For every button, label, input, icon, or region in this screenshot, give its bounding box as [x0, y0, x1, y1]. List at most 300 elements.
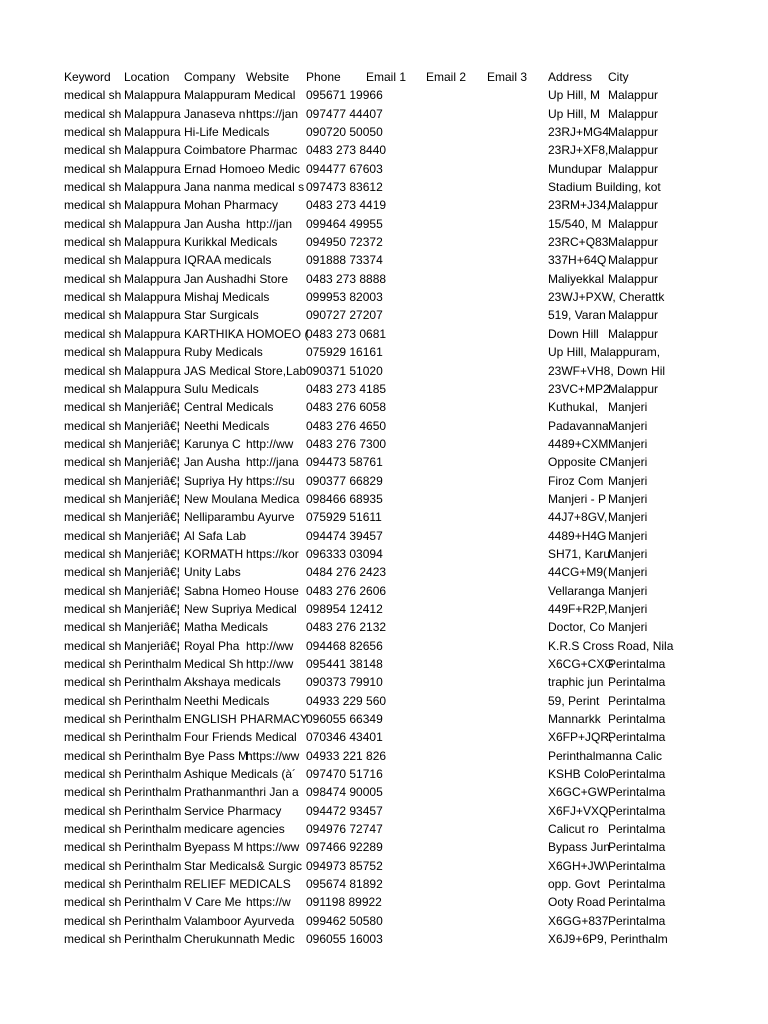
- cell-keyword: medical sh: [64, 601, 122, 616]
- cell-company: Jan Ausha: [184, 455, 241, 470]
- cell-city: Malappur: [608, 143, 659, 158]
- table-row: [64, 563, 668, 581]
- cell-keyword: medical sh: [64, 712, 122, 727]
- cell-company: Medical Sh: [184, 657, 244, 671]
- cell-website: [246, 875, 306, 893]
- cell-address: X6GG+837: [548, 913, 609, 928]
- cell-city: Manjeri: [608, 436, 648, 451]
- cell-keyword: medical sh: [64, 198, 122, 213]
- cell-city: Malappur: [608, 216, 659, 231]
- table-row: [64, 105, 668, 123]
- cell-location: Manjeriâ€¦: [124, 473, 180, 488]
- cell-phone: 094473 58761: [306, 455, 383, 470]
- cell-city: Perintalma: [608, 858, 666, 873]
- cell-company: New Moulana Medica: [184, 491, 300, 506]
- table-row: [64, 288, 668, 306]
- cell-location: Perinthalm: [124, 785, 182, 800]
- cell-website: [246, 123, 306, 141]
- cell-location: Malappura: [124, 345, 181, 360]
- cell-keyword: medical sh: [64, 913, 122, 928]
- cell-company: Star Surgicals: [184, 308, 259, 323]
- header-location: Location: [124, 70, 170, 84]
- cell-address: X6J9+6P9, Perinthalm: [548, 932, 668, 947]
- cell-company: Ruby Medicals: [184, 345, 263, 360]
- cell-keyword: medical sh: [64, 840, 122, 855]
- table-row: [64, 545, 668, 563]
- cell-address: Manjeri - P: [548, 491, 607, 506]
- spreadsheet: [64, 68, 674, 949]
- table-body: [64, 86, 674, 948]
- cell-location: Malappura: [124, 198, 181, 213]
- cell-address: Up Hill, M: [548, 88, 601, 103]
- table-row: [64, 380, 668, 398]
- cell-company: Malappuram Medical: [184, 88, 296, 103]
- cell-phone: 094474 39457: [306, 528, 383, 543]
- cell-phone: 094950 72372: [306, 235, 383, 250]
- cell-city: Malappur: [608, 326, 659, 341]
- cell-keyword: medical sh: [64, 858, 122, 873]
- header-company: Company: [184, 70, 236, 84]
- cell-city: Perintalma: [608, 712, 666, 727]
- cell-website: https://kor: [246, 546, 299, 561]
- cell-company: Prathanmanthri Jan a: [184, 785, 299, 800]
- cell-phone: 096055 66349: [306, 712, 383, 727]
- header-email-3: Email 3: [487, 70, 528, 84]
- cell-address: 23VC+MP2: [548, 381, 610, 396]
- cell-location: Malappura: [124, 180, 181, 195]
- table-row: [64, 728, 668, 746]
- cell-website: https://ww: [246, 748, 300, 763]
- cell-phone: 095441 38148: [306, 657, 383, 671]
- cell-keyword: medical sh: [64, 748, 122, 763]
- cell-address: Calicut ro: [548, 822, 599, 837]
- cell-website: [246, 783, 306, 801]
- table-row: [64, 490, 668, 508]
- cell-website: [246, 160, 306, 178]
- cell-phone: 0483 273 4185: [306, 381, 387, 396]
- cell-location: Malappura: [124, 253, 181, 268]
- cell-company: KARTHIKA HOMOEO (: [184, 326, 309, 341]
- cell-address: 4489+CXM: [548, 436, 609, 451]
- cell-city: Manjeri: [608, 546, 648, 561]
- cell-phone: 0483 276 2132: [306, 620, 387, 635]
- cell-keyword: medical sh: [64, 675, 122, 690]
- cell-location: Perinthalm: [124, 840, 182, 855]
- cell-company: ENGLISH PHARMACY: [184, 712, 309, 727]
- cell-location: Perinthalm: [124, 895, 182, 910]
- cell-keyword: medical sh: [64, 418, 122, 433]
- cell-company: Coimbatore Pharmac: [184, 143, 298, 158]
- cell-location: Perinthalm: [124, 858, 182, 873]
- cell-company: Ernad Homoeo Medic: [184, 161, 301, 176]
- header-email-1: Email 1: [366, 70, 407, 84]
- cell-city: Perintalma: [608, 730, 666, 745]
- table-row: [64, 893, 668, 911]
- cell-website: [246, 765, 306, 783]
- table-row: [64, 875, 668, 893]
- cell-website: https://jan: [246, 106, 299, 121]
- cell-location: Manjeriâ€¦: [124, 601, 180, 616]
- cell-city: Malappur: [608, 106, 659, 121]
- cell-city: Perintalma: [608, 822, 666, 837]
- cell-website: http://jana: [246, 455, 299, 470]
- cell-location: Perinthalm: [124, 657, 182, 671]
- table-row: [64, 453, 668, 471]
- cell-keyword: medical sh: [64, 436, 122, 451]
- cell-keyword: medical sh: [64, 253, 122, 268]
- cell-address: traphic jun: [548, 675, 604, 690]
- header-address: Address: [548, 70, 593, 84]
- cell-website: [246, 710, 306, 728]
- cell-company: Neethi Medicals: [184, 418, 270, 433]
- cell-address: 44J7+8GV,: [548, 510, 608, 525]
- cell-keyword: medical sh: [64, 473, 122, 488]
- cell-city: [608, 747, 668, 765]
- cell-phone: 095674 81892: [306, 877, 383, 892]
- cell-address: SH71, Karu: [548, 546, 611, 561]
- cell-phone: 096333 03094: [306, 546, 383, 561]
- cell-location: Malappura: [124, 381, 181, 396]
- cell-company: Akshaya medicals: [184, 675, 281, 690]
- cell-company: Janaseva n: [184, 106, 246, 121]
- cell-location: Manjeriâ€¦: [124, 583, 180, 598]
- cell-location: Manjeriâ€¦: [124, 546, 180, 561]
- cell-city: Manjeri: [608, 528, 648, 543]
- cell-city: Perintalma: [608, 803, 666, 818]
- table-row: [64, 325, 668, 343]
- cell-website: [246, 417, 306, 435]
- cell-address: Mundupar: [548, 161, 603, 176]
- cell-phone: 0483 273 0681: [306, 326, 387, 341]
- cell-keyword: medical sh: [64, 161, 122, 176]
- cell-location: Perinthalm: [124, 693, 182, 708]
- cell-location: Manjeriâ€¦: [124, 565, 180, 580]
- cell-city: Manjeri: [608, 400, 648, 415]
- cell-company: Royal Pha: [184, 638, 240, 653]
- cell-city: Manjeri: [608, 601, 648, 616]
- cell-keyword: medical sh: [64, 326, 122, 341]
- cell-location: Manjeriâ€¦: [124, 400, 180, 415]
- cell-phone: 04933 229 560: [306, 693, 387, 708]
- cell-keyword: medical sh: [64, 88, 122, 103]
- cell-address: 23RM+J34,: [548, 198, 610, 213]
- cell-company: Mohan Pharmacy: [184, 198, 279, 213]
- cell-phone: 090373 79910: [306, 675, 383, 690]
- table-row: [64, 141, 668, 159]
- cell-location: Manjeriâ€¦: [124, 418, 180, 433]
- table-row: [64, 160, 668, 178]
- cell-address: Vellaranga: [548, 583, 605, 598]
- cell-website: [246, 362, 306, 380]
- cell-phone: 075929 51611: [306, 510, 382, 525]
- cell-city: [608, 288, 668, 306]
- cell-address: 44CG+M9(: [548, 565, 608, 580]
- cell-city: [608, 930, 668, 948]
- cell-phone: 094477 67603: [306, 161, 383, 176]
- cell-city: Perintalma: [608, 657, 666, 671]
- cell-website: [246, 820, 306, 838]
- header-city: City: [608, 70, 629, 84]
- cell-phone: 099462 50580: [306, 913, 383, 928]
- cell-address: 59, Perint: [548, 693, 600, 708]
- cell-company: Service Pharmacy: [184, 803, 282, 818]
- cell-website: [246, 802, 306, 820]
- cell-company: Jan Aushadhi Store: [184, 271, 289, 286]
- cell-address: Mannarkk: [548, 712, 601, 727]
- table-row: [64, 930, 668, 948]
- table-row: [64, 251, 668, 269]
- cell-address: 449F+R2P,: [548, 601, 608, 616]
- cell-location: Malappura: [124, 308, 181, 323]
- cell-address: Ooty Road: [548, 895, 606, 910]
- cell-keyword: medical sh: [64, 638, 122, 653]
- table-row: [64, 582, 668, 600]
- cell-city: Malappur: [608, 198, 659, 213]
- table-row: [64, 912, 668, 930]
- cell-location: Malappura: [124, 106, 181, 121]
- table-row: [64, 362, 668, 380]
- table-row: [64, 233, 668, 251]
- cell-city: Manjeri: [608, 583, 648, 598]
- cell-city: Malappur: [608, 271, 659, 286]
- cell-website: https://su: [246, 473, 295, 488]
- cell-phone: 090727 27207: [306, 308, 383, 323]
- cell-company: Bye Pass M: [184, 748, 249, 763]
- cell-phone: 075929 16161: [306, 345, 383, 360]
- table-row: [64, 215, 668, 233]
- cell-keyword: medical sh: [64, 565, 122, 580]
- cell-address: 23WJ+PXW, Cherattk: [548, 290, 665, 305]
- cell-city: [608, 343, 668, 361]
- cell-keyword: medical sh: [64, 216, 122, 231]
- cell-company: Cherukunnath Medic: [184, 932, 295, 947]
- cell-keyword: medical sh: [64, 785, 122, 800]
- cell-location: Manjeriâ€¦: [124, 528, 180, 543]
- cell-phone: 070346 43401: [306, 730, 383, 745]
- cell-website: [246, 600, 306, 618]
- cell-website: [246, 325, 306, 343]
- cell-phone: 099464 49955: [306, 216, 383, 231]
- cell-location: Perinthalm: [124, 822, 182, 837]
- cell-phone: 0483 273 4419: [306, 198, 387, 213]
- cell-company: Valamboor Ayurveda: [184, 913, 295, 928]
- cell-location: Manjeriâ€¦: [124, 620, 180, 635]
- cell-keyword: medical sh: [64, 528, 122, 543]
- cell-website: [246, 141, 306, 159]
- cell-address: 4489+H4G: [548, 528, 607, 543]
- cell-location: Malappura: [124, 290, 181, 305]
- cell-phone: 091888 73374: [306, 253, 383, 268]
- cell-keyword: medical sh: [64, 693, 122, 708]
- cell-phone: 0483 276 4650: [306, 418, 387, 433]
- table-row: [64, 618, 668, 636]
- cell-location: Malappura: [124, 143, 181, 158]
- cell-website: [246, 692, 306, 710]
- cell-location: Malappura: [124, 326, 181, 341]
- cell-company: Unity Labs: [184, 565, 241, 580]
- cell-website: http://ww: [246, 638, 294, 653]
- cell-company: Four Friends Medical: [184, 730, 297, 745]
- cell-keyword: medical sh: [64, 455, 122, 470]
- cell-location: Manjeriâ€¦: [124, 491, 180, 506]
- cell-keyword: medical sh: [64, 877, 122, 892]
- cell-company: Star Medicals& Surgic: [184, 858, 303, 873]
- cell-location: Malappura: [124, 161, 181, 176]
- cell-keyword: medical sh: [64, 125, 122, 140]
- cell-address: Bypass Jun: [548, 840, 611, 855]
- cell-website: [246, 912, 306, 930]
- cell-website: [246, 728, 306, 746]
- cell-keyword: medical sh: [64, 657, 122, 671]
- cell-city: [608, 178, 668, 196]
- cell-address: 15/540, M: [548, 216, 602, 231]
- cell-keyword: medical sh: [64, 345, 122, 360]
- cell-location: Malappura: [124, 88, 181, 103]
- cell-website: [246, 251, 306, 269]
- cell-phone: 0483 276 7300: [306, 436, 387, 451]
- cell-website: [246, 563, 306, 581]
- cell-company: Sulu Medicals: [184, 381, 259, 396]
- cell-address: Opposite C: [548, 455, 609, 470]
- cell-website: [246, 618, 306, 636]
- cell-city: Perintalma: [608, 877, 666, 892]
- cell-city: Malappur: [608, 235, 659, 250]
- table-row: [64, 838, 668, 856]
- cell-website: [246, 930, 306, 948]
- cell-location: Malappura: [124, 363, 181, 378]
- cell-website: [246, 233, 306, 251]
- table-row: [64, 398, 668, 416]
- cell-keyword: medical sh: [64, 235, 122, 250]
- cell-company: IQRAA medicals: [184, 253, 272, 268]
- cell-address: Stadium Building, kot: [548, 180, 661, 195]
- cell-phone: 094973 85752: [306, 858, 383, 873]
- cell-phone: 098954 12412: [306, 601, 383, 616]
- cell-location: Manjeriâ€¦: [124, 455, 180, 470]
- cell-address: KSHB Colo: [548, 767, 609, 782]
- cell-phone: 098474 90005: [306, 785, 383, 800]
- cell-phone: 098466 68935: [306, 491, 383, 506]
- cell-address: X6FJ+VXQ,: [548, 803, 612, 818]
- cell-phone: 095671 19966: [306, 88, 383, 103]
- header-keyword: Keyword: [64, 70, 111, 84]
- cell-keyword: medical sh: [64, 730, 122, 745]
- cell-website: [246, 288, 306, 306]
- cell-city: Perintalma: [608, 913, 666, 928]
- cell-keyword: medical sh: [64, 106, 122, 121]
- cell-location: Perinthalm: [124, 803, 182, 818]
- cell-location: Manjeriâ€¦: [124, 638, 180, 653]
- cell-keyword: medical sh: [64, 363, 122, 378]
- table-row: [64, 178, 668, 196]
- cell-address: Doctor, Co: [548, 620, 605, 635]
- cell-location: Perinthalm: [124, 877, 182, 892]
- cell-website: [246, 673, 306, 691]
- cell-phone: 0483 276 2606: [306, 583, 387, 598]
- table-row: [64, 306, 668, 324]
- cell-company: Hi-Life Medicals: [184, 125, 270, 140]
- cell-city: Manjeri: [608, 455, 648, 470]
- cell-website: http://jan: [246, 216, 293, 231]
- cell-location: Manjeriâ€¦: [124, 510, 180, 525]
- cell-keyword: medical sh: [64, 143, 122, 158]
- cell-phone: 090720 50050: [306, 125, 383, 140]
- table-row: [64, 508, 668, 526]
- cell-website: https://ww: [246, 840, 300, 855]
- cell-city: Manjeri: [608, 491, 648, 506]
- cell-location: Perinthalm: [124, 730, 182, 745]
- cell-location: Perinthalm: [124, 748, 182, 763]
- cell-address: X6FP+JQR,: [548, 730, 613, 745]
- cell-phone: 097477 44407: [306, 106, 383, 121]
- cell-location: Malappura: [124, 125, 181, 140]
- cell-website: [246, 490, 306, 508]
- cell-address: 23RC+Q83: [548, 235, 609, 250]
- table-row: [64, 472, 668, 490]
- cell-address: Perinthalmanna Calic: [548, 748, 663, 763]
- cell-website: [246, 343, 306, 361]
- table-row: [64, 820, 668, 838]
- cell-phone: 090377 66829: [306, 473, 383, 488]
- cell-keyword: medical sh: [64, 767, 122, 782]
- cell-keyword: medical sh: [64, 271, 122, 286]
- cell-phone: 097473 83612: [306, 180, 383, 195]
- table-row: [64, 857, 668, 875]
- cell-city: Manjeri: [608, 473, 648, 488]
- table-row: [64, 747, 668, 765]
- cell-website: [246, 582, 306, 600]
- cell-keyword: medical sh: [64, 290, 122, 305]
- cell-location: Perinthalm: [124, 712, 182, 727]
- cell-location: Malappura: [124, 216, 181, 231]
- cell-address: X6CG+CXG: [548, 657, 614, 671]
- cell-company: KORMATH: [184, 546, 244, 561]
- cell-keyword: medical sh: [64, 546, 122, 561]
- cell-website: [246, 306, 306, 324]
- table-row: [64, 637, 674, 655]
- header-email-2: Email 2: [426, 70, 467, 84]
- cell-city: Malappur: [608, 161, 659, 176]
- cell-website: https://w: [246, 895, 291, 910]
- cell-phone: 094976 72747: [306, 822, 383, 837]
- cell-location: Manjeriâ€¦: [124, 436, 180, 451]
- table-row: [64, 86, 668, 104]
- cell-address: Firoz Com: [548, 473, 604, 488]
- cell-company: Sabna Homeo House: [184, 583, 299, 598]
- cell-address: Down Hill: [548, 326, 599, 341]
- cell-city: Perintalma: [608, 895, 666, 910]
- cell-keyword: medical sh: [64, 932, 122, 947]
- cell-phone: 091198 89922: [306, 895, 382, 910]
- cell-website: [246, 270, 306, 288]
- cell-city: Perintalma: [608, 840, 666, 855]
- cell-address: opp. Govt: [548, 877, 601, 892]
- cell-location: Perinthalm: [124, 767, 182, 782]
- cell-company: Central Medicals: [184, 400, 274, 415]
- table-row: [64, 123, 668, 141]
- cell-website: [246, 86, 306, 104]
- cell-city: [608, 362, 668, 380]
- cell-website: http://ww: [246, 436, 294, 451]
- cell-city: Malappur: [608, 381, 659, 396]
- header-phone: Phone: [306, 70, 341, 84]
- table-row: [64, 673, 668, 691]
- table-row: [64, 343, 668, 361]
- cell-website: [246, 508, 306, 526]
- cell-phone: 0483 273 8440: [306, 143, 387, 158]
- table-row: [64, 655, 668, 673]
- cell-address: X6GC+GW: [548, 785, 609, 800]
